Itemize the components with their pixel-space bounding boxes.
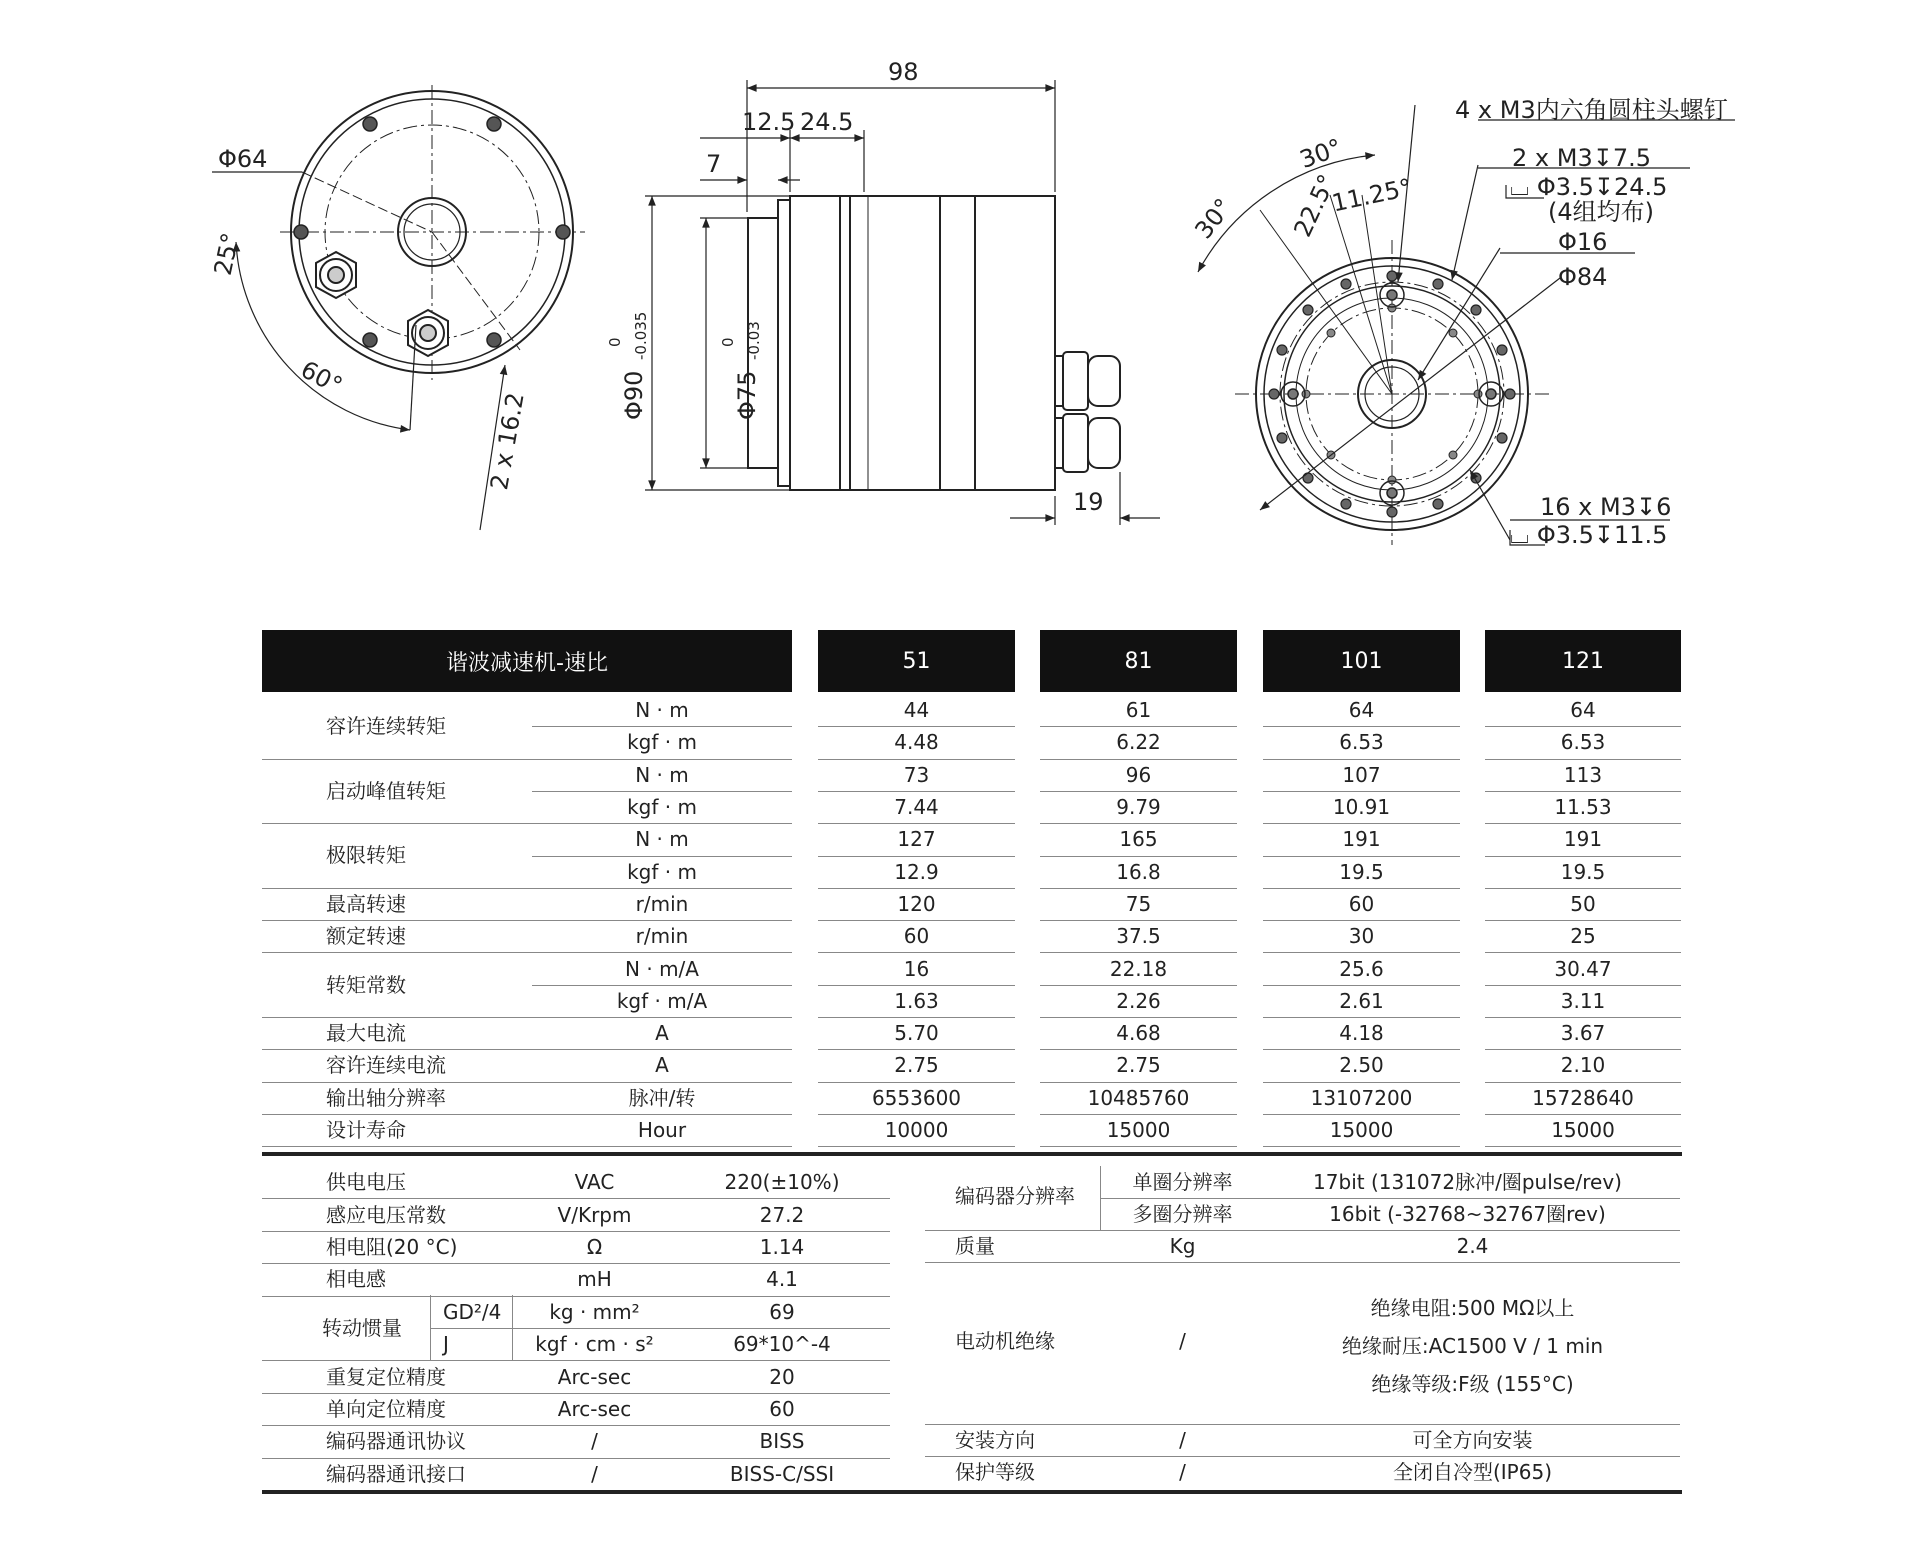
motor-param-label: 相电阻(20 °C) <box>326 1234 458 1259</box>
spec-value: 10485760 <box>1087 1085 1190 1110</box>
svg-text:0: 0 <box>719 337 737 347</box>
enc-resolution-label: 编码器分辨率 <box>955 1184 1075 1208</box>
spec-value: 6.53 <box>1560 730 1606 755</box>
svg-text:0: 0 <box>606 337 624 347</box>
row-line <box>925 1262 1680 1263</box>
spec-value: 60 <box>1348 891 1375 916</box>
motor-unit: mH <box>577 1267 612 1292</box>
enc-mounting-value: 可全方向安装 <box>1412 1428 1533 1452</box>
motor-unit: / <box>591 1461 598 1486</box>
dim-front-ang30a: 30° <box>1296 133 1346 175</box>
motor-param-label: 相电感 <box>326 1267 386 1292</box>
spec-value: 25.6 <box>1339 956 1384 981</box>
spec-value: 2.75 <box>1116 1053 1161 1078</box>
spec-value: 16 <box>903 956 930 981</box>
enc-single-value: 17bit (131072脉冲/圈pulse/rev) <box>1313 1170 1622 1194</box>
motor-value: 27.2 <box>759 1202 805 1227</box>
side-cable-gland-1 <box>1063 352 1120 410</box>
front-view-drawing <box>1198 105 1735 545</box>
dim-side-7: 7 <box>706 150 722 178</box>
spec-value: 15000 <box>1106 1118 1171 1143</box>
spec-unit: kgf · m <box>627 795 697 820</box>
spec-unit: N · m <box>635 698 689 723</box>
dim-front-holes16-b: ⌴ Φ3.5↧11.5 <box>1510 521 1668 549</box>
enc-mass-value: 2.4 <box>1456 1234 1489 1258</box>
side-view-drawing <box>645 80 1160 525</box>
spec-unit: 脉冲/转 <box>628 1085 696 1110</box>
spec-value: 4.68 <box>1116 1021 1161 1046</box>
col-line <box>1100 1166 1101 1230</box>
motor-sub-label: J <box>443 1332 449 1357</box>
dim-rear-ang60: 60° <box>296 355 347 401</box>
spec-value: 64 <box>1348 698 1375 723</box>
motor-param-label: 编码器通讯协议 <box>326 1429 466 1454</box>
spec-value: 5.70 <box>894 1021 939 1046</box>
spec-value: 2.50 <box>1339 1053 1384 1078</box>
svg-text:Φ90: Φ90 <box>620 370 648 420</box>
svg-text:Φ75: Φ75 <box>733 370 761 420</box>
side-cable-gland-2 <box>1063 414 1120 472</box>
dim-front-ang11-25: 11.25° <box>1329 173 1415 218</box>
spec-unit: A <box>655 1053 669 1078</box>
dim-front-ang30b: 30° <box>1189 193 1238 245</box>
motor-value: 69*10^-4 <box>733 1332 831 1357</box>
motor-param-label: 重复定位精度 <box>326 1364 446 1389</box>
dim-front-holes2-c: (4组均布) <box>1548 198 1654 226</box>
spec-value: 15728640 <box>1532 1085 1634 1110</box>
enc-insulation-line: 绝缘耐压:AC1500 V / 1 min <box>1341 1334 1604 1358</box>
spec-value: 7.44 <box>894 795 939 820</box>
spec-header-ratio: 81 <box>1040 630 1237 692</box>
dim-rear-holes: 2 x 16.2 <box>485 390 530 493</box>
dim-front-dia16: Φ16 <box>1558 228 1608 256</box>
spec-value: 19.5 <box>1339 859 1384 884</box>
enc-mass-unit: Kg <box>1169 1234 1196 1258</box>
enc-multi-value: 16bit (-32768~32767圈rev) <box>1329 1202 1606 1226</box>
spec-unit: A <box>655 1021 669 1046</box>
spec-value: 165 <box>1119 827 1158 852</box>
enc-insulation-line: 绝缘电阻:500 MΩ以上 <box>1370 1296 1575 1320</box>
motor-unit: VAC <box>574 1170 615 1195</box>
enc-protection-unit: / <box>1179 1460 1186 1484</box>
spec-value: 6553600 <box>871 1085 962 1110</box>
spec-value: 30.47 <box>1554 956 1612 981</box>
spec-value: 1.63 <box>894 988 939 1013</box>
spec-value: 16.8 <box>1116 859 1161 884</box>
motor-param-label: 感应电压常数 <box>326 1202 446 1227</box>
spec-unit: Hour <box>637 1118 687 1143</box>
spec-param-label: 设计寿命 <box>326 1118 406 1143</box>
cable-gland-1 <box>316 252 356 298</box>
enc-protection-label: 保护等级 <box>955 1460 1035 1484</box>
motor-param-label: 编码器通讯接口 <box>326 1461 466 1486</box>
spec-value: 2.10 <box>1560 1053 1606 1078</box>
motor-value: 20 <box>769 1364 795 1389</box>
svg-text:-0.03: -0.03 <box>745 321 763 360</box>
motor-value: 69 <box>769 1299 795 1324</box>
dim-front-ang22-5: 22.5° <box>1288 170 1342 242</box>
dim-side-19: 19 <box>1073 488 1104 516</box>
spec-param-label: 容许连续转矩 <box>326 714 446 739</box>
spec-unit: N · m <box>635 762 689 787</box>
spec-value: 3.11 <box>1560 988 1606 1013</box>
motor-unit: V/Krpm <box>557 1202 632 1227</box>
enc-multi-label: 多圈分辨率 <box>1132 1202 1233 1226</box>
spec-value: 6.53 <box>1339 730 1384 755</box>
spec-header-ratio: 121 <box>1485 630 1681 692</box>
spec-value: 127 <box>897 827 936 852</box>
motor-unit: kg · mm² <box>549 1299 640 1324</box>
spec-value: 9.79 <box>1116 795 1161 820</box>
enc-insulation-label: 电动机绝缘 <box>955 1329 1055 1353</box>
spec-unit: r/min <box>635 924 689 949</box>
spec-param-label: 容许连续电流 <box>326 1053 446 1078</box>
spec-value: 15000 <box>1551 1118 1615 1143</box>
spec-unit: r/min <box>635 891 689 916</box>
cable-gland-2 <box>408 310 448 356</box>
divider-thick-bottom <box>262 1490 1682 1494</box>
motor-param-label: 单向定位精度 <box>326 1396 446 1421</box>
spec-value: 75 <box>1125 891 1152 916</box>
spec-value: 13107200 <box>1310 1085 1413 1110</box>
row-line <box>262 1146 792 1147</box>
svg-text:-0.035: -0.035 <box>632 311 650 360</box>
spec-param-label: 额定转速 <box>326 924 406 949</box>
spec-value: 3.67 <box>1560 1021 1606 1046</box>
enc-mounting-unit: / <box>1179 1428 1186 1452</box>
spec-param-label: 最高转速 <box>326 891 406 916</box>
enc-protection-value: 全闭自冷型(IP65) <box>1392 1460 1552 1484</box>
col-line <box>430 1295 431 1360</box>
dim-front-holes2-b: ⌴ Φ3.5↧24.5 <box>1510 173 1668 201</box>
motor-unit: / <box>591 1429 598 1454</box>
spec-value: 10000 <box>884 1118 949 1143</box>
spec-unit: N · m <box>635 827 689 852</box>
spec-param-label: 最大电流 <box>326 1021 406 1046</box>
spec-value: 2.26 <box>1116 988 1161 1013</box>
spec-value: 15000 <box>1329 1118 1394 1143</box>
dim-side-dia75 <box>719 321 763 420</box>
spec-unit: kgf · m/A <box>616 988 708 1013</box>
spec-value: 22.18 <box>1109 956 1168 981</box>
motor-sub-label: GD²/4 <box>443 1299 502 1324</box>
enc-insulation-unit: / <box>1179 1329 1186 1353</box>
spec-value: 50 <box>1570 891 1596 916</box>
motor-unit: Arc-sec <box>557 1396 632 1421</box>
motor-unit: Ω <box>586 1234 603 1259</box>
spec-value: 25 <box>1570 924 1596 949</box>
spec-param-label: 转矩常数 <box>326 972 406 997</box>
spec-value: 4.18 <box>1339 1021 1384 1046</box>
dim-rear-dia64: Φ64 <box>218 145 268 173</box>
spec-value: 12.9 <box>894 859 939 884</box>
row-line <box>818 1146 1015 1147</box>
dim-rear-ang25: 25° <box>208 230 245 278</box>
spec-header-title: 谐波减速机-速比 <box>262 630 792 692</box>
col-line <box>512 1295 513 1360</box>
spec-value: 2.61 <box>1339 988 1384 1013</box>
spec-value: 4.48 <box>894 730 939 755</box>
spec-value: 96 <box>1125 762 1152 787</box>
motor-value: 60 <box>769 1396 795 1421</box>
dim-side-length98: 98 <box>888 58 919 86</box>
spec-param-label: 输出轴分辨率 <box>326 1085 446 1110</box>
enc-mass-label: 质量 <box>955 1234 995 1258</box>
spec-value: 113 <box>1563 762 1603 787</box>
spec-value: 10.91 <box>1332 795 1391 820</box>
spec-value: 19.5 <box>1560 859 1606 884</box>
spec-value: 44 <box>903 698 930 723</box>
spec-unit: N · m/A <box>625 956 699 981</box>
spec-value: 37.5 <box>1116 924 1161 949</box>
spec-value: 73 <box>903 762 930 787</box>
spec-value: 2.75 <box>894 1053 939 1078</box>
dim-side-12-5: 12.5 <box>742 108 796 136</box>
spec-value: 6.22 <box>1116 730 1161 755</box>
spec-header-ratio: 51 <box>818 630 1015 692</box>
dim-front-dia84: Φ84 <box>1558 263 1608 291</box>
spec-value: 191 <box>1563 827 1603 852</box>
motor-param-label: 供电电压 <box>326 1170 406 1195</box>
enc-single-label: 单圈分辨率 <box>1132 1170 1233 1194</box>
dim-side-24-5: 24.5 <box>800 108 854 136</box>
row-line <box>1263 1146 1460 1147</box>
spec-value: 107 <box>1342 762 1381 787</box>
spec-header-ratio: 101 <box>1263 630 1460 692</box>
enc-mounting-label: 安装方向 <box>955 1428 1035 1452</box>
spec-unit: kgf · m <box>627 859 697 884</box>
motor-unit: Arc-sec <box>557 1364 632 1389</box>
row-line <box>1100 1198 1680 1199</box>
divider-thick <box>262 1152 1682 1156</box>
spec-value: 191 <box>1342 827 1381 852</box>
row-line <box>1040 1146 1237 1147</box>
row-line <box>1485 1146 1681 1147</box>
motor-value: BISS-C/SSI <box>729 1461 835 1486</box>
technical-drawings <box>0 0 1920 600</box>
dim-side-dia90 <box>606 312 650 420</box>
motor-value: 220(±10%) <box>724 1170 840 1195</box>
spec-param-label: 启动峰值转矩 <box>326 778 446 803</box>
spec-value: 60 <box>903 924 930 949</box>
dim-front-holes16-a: 16 x M3↧6 <box>1540 493 1672 521</box>
enc-insulation-line: 绝缘等级:F级 (155°C) <box>1371 1372 1574 1396</box>
dim-front-holes2-a: 2 x M3↧7.5 <box>1512 144 1651 172</box>
motor-unit: kgf · cm · s² <box>535 1332 654 1357</box>
rear-view-drawing <box>212 85 585 530</box>
motor-value: BISS <box>759 1429 805 1454</box>
spec-unit: kgf · m <box>627 730 697 755</box>
spec-value: 11.53 <box>1554 795 1612 820</box>
spec-value: 64 <box>1570 698 1596 723</box>
dim-front-screws: 4 x M3内六角圆柱头螺钉 <box>1455 96 1728 124</box>
spec-value: 120 <box>897 891 936 916</box>
motor-value: 1.14 <box>759 1234 805 1259</box>
spec-value: 30 <box>1348 924 1375 949</box>
spec-param-label: 极限转矩 <box>326 843 406 868</box>
motor-value: 4.1 <box>766 1267 798 1292</box>
motor-param-label: 转动惯量 <box>322 1315 402 1340</box>
spec-value: 61 <box>1125 698 1152 723</box>
